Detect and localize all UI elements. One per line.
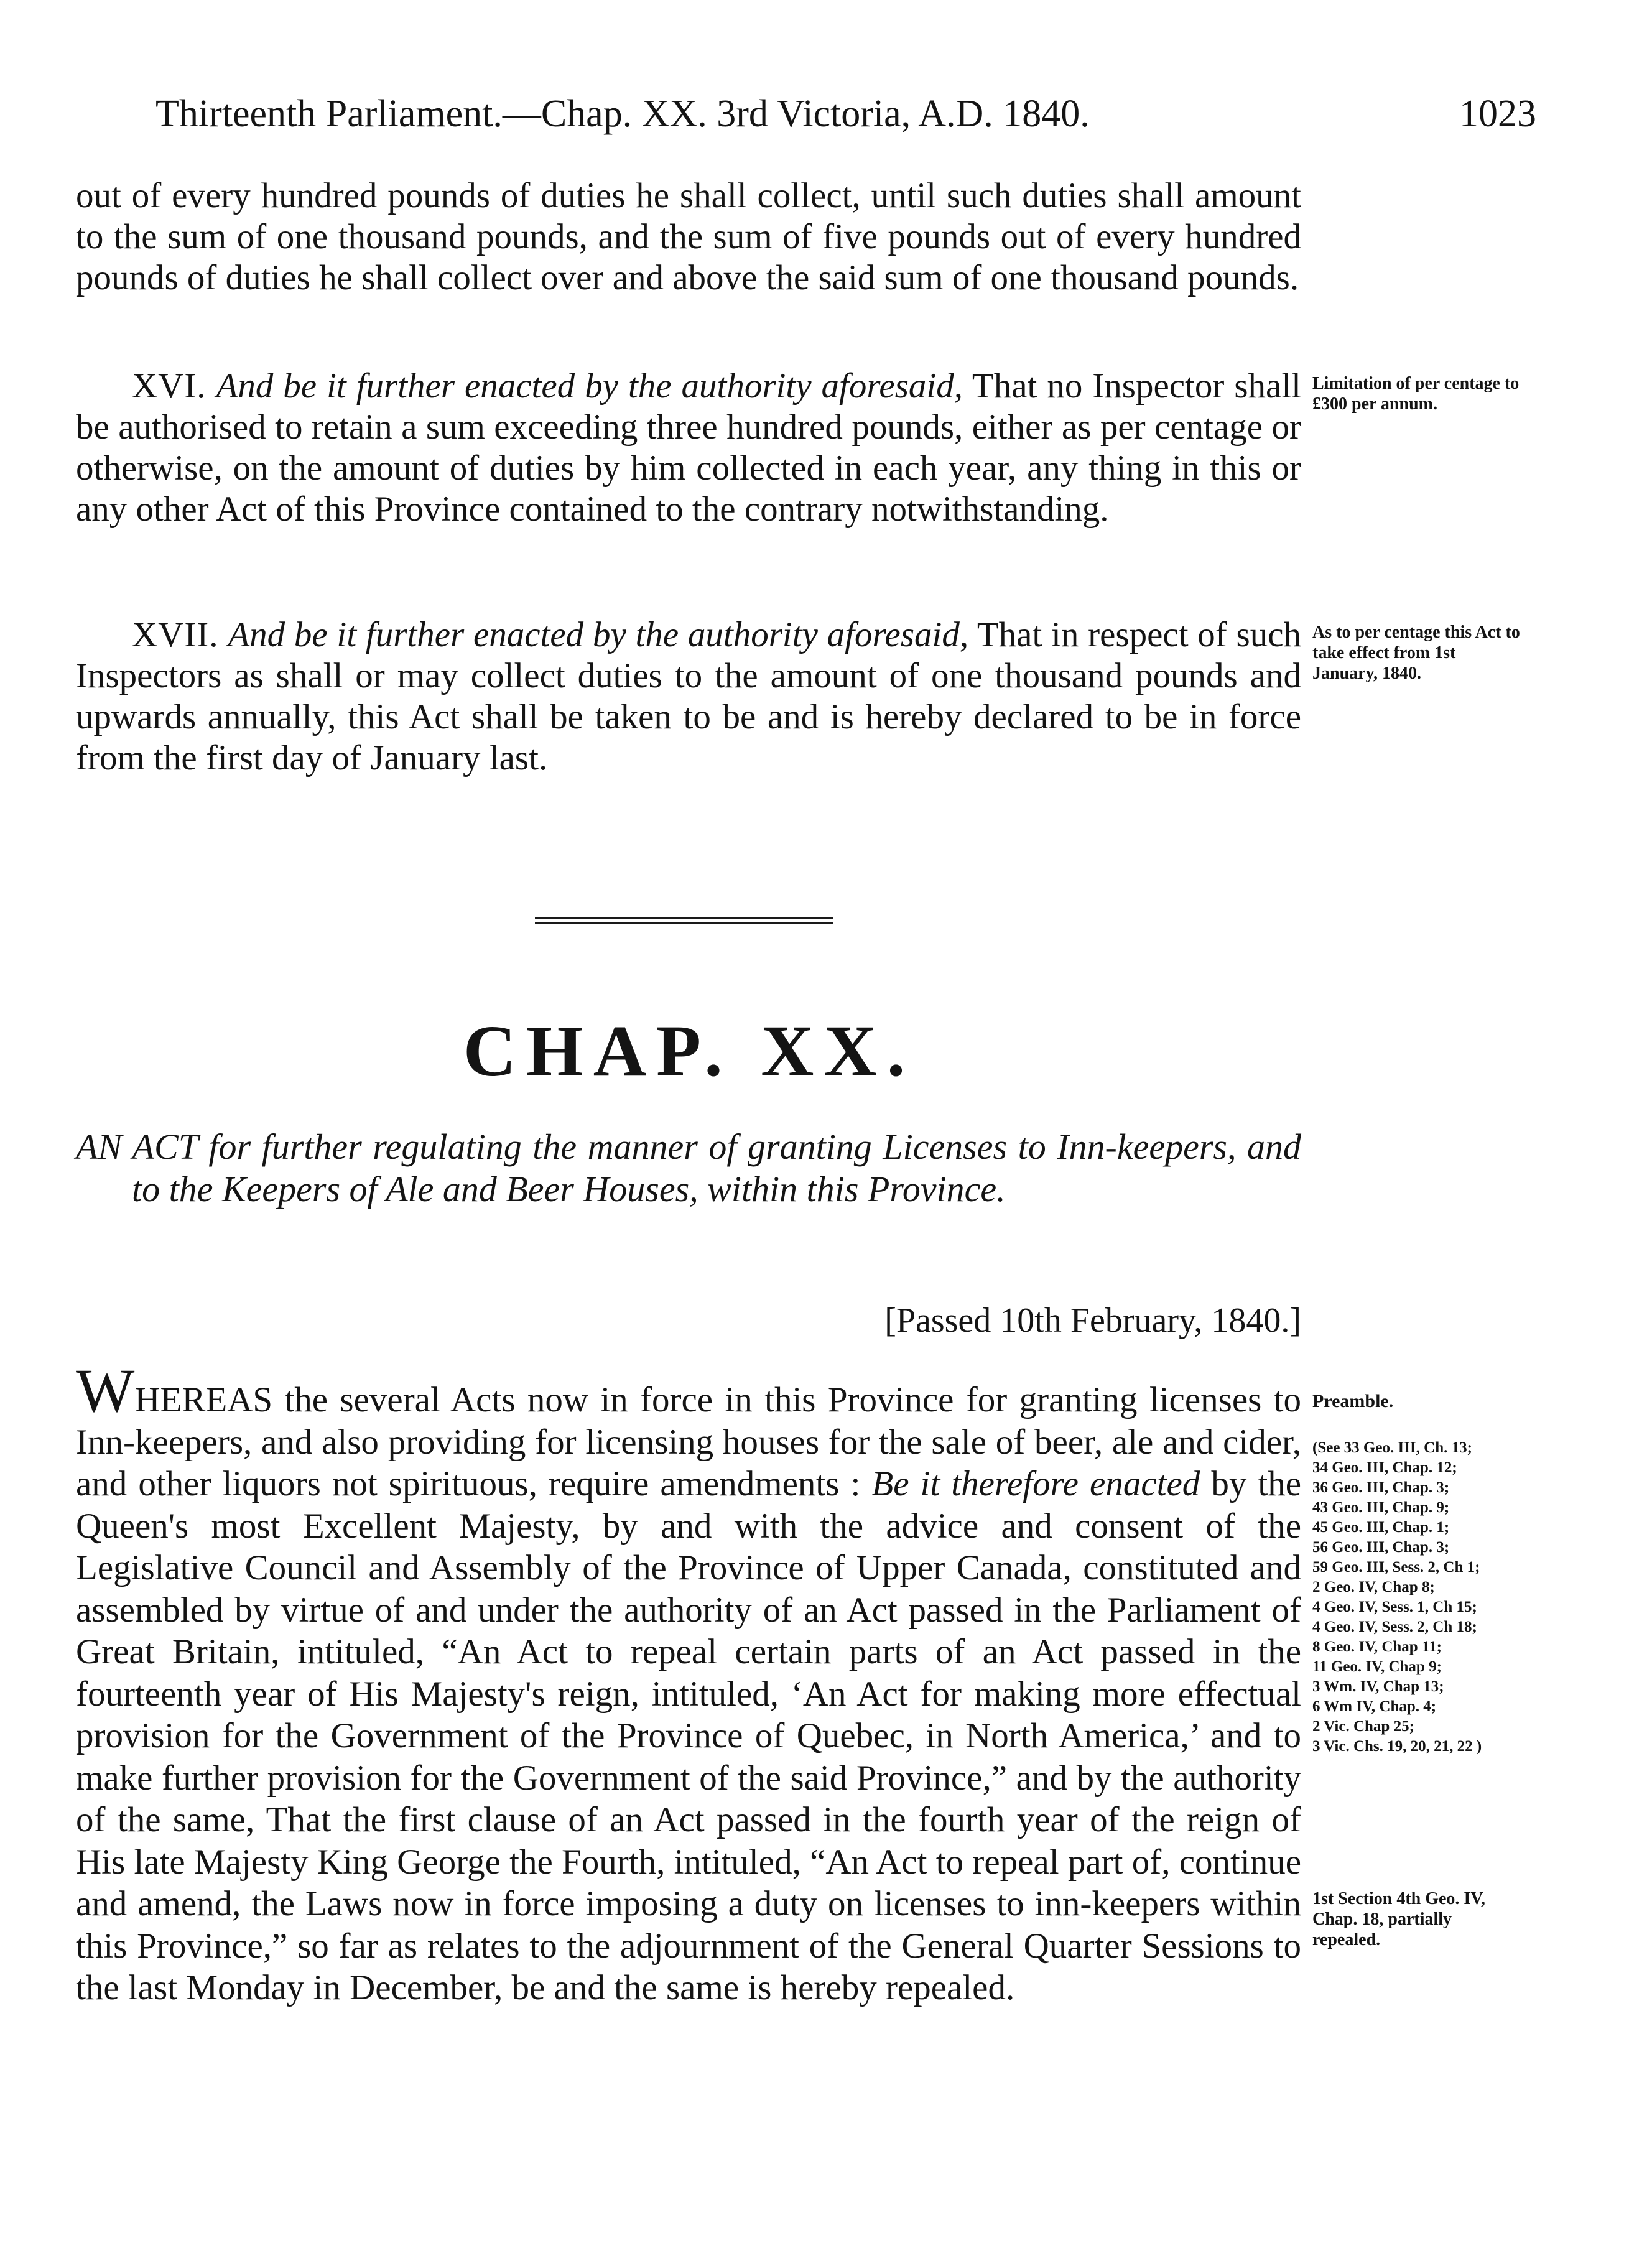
margin-citations xyxy=(1312,1438,1530,1757)
margin-note-xvii: As to per centage this Act to take effect from 1st January, 1840. xyxy=(1312,623,1520,683)
running-header xyxy=(155,86,1536,142)
page-number: 1023 xyxy=(1459,93,1536,135)
drop-cap: W xyxy=(76,1356,135,1425)
margin-note-repeal: 1st Section 4th Geo. IV, Chap. 18, partially repealed. xyxy=(1312,1889,1485,1949)
section-number: XVI. xyxy=(132,366,206,406)
citation: 6 Wm IV, Chap. 4; xyxy=(1312,1698,1437,1715)
enacting-phrase: And be it further enacted by the authority aforesaid, xyxy=(216,366,963,406)
citation: 4 Geo. IV, Sess. 2, Ch 18; xyxy=(1312,1619,1477,1635)
act-title: AN ACT for further regulating the manner of granting Licenses to Inn-keepers, and to the Keepers of Ale and Beer Houses, within this Province. xyxy=(76,1126,1301,1209)
section-text: That in respect of such Inspectors as shall or may collect duties to the amount of one thousand pounds and upwards annually, this Act shall be taken to be and is hereby declared to be in force from the first day of January last. xyxy=(76,615,1302,778)
citation: 11 Geo. IV, Chap 9; xyxy=(1312,1658,1442,1675)
citation: 3 Wm. IV, Chap 13; xyxy=(1312,1678,1444,1695)
citation: 8 Geo. IV, Chap 11; xyxy=(1312,1638,1442,1655)
citation: 45 Geo. III, Chap. 1; xyxy=(1312,1519,1450,1536)
citation: 4 Geo. IV, Sess. 1, Ch 15; xyxy=(1312,1599,1477,1615)
citation: 59 Geo. III, Sess. 2, Ch 1; xyxy=(1312,1559,1480,1576)
continuation-paragraph: out of every hundred pounds of duties he shall collect, until such duties shall amount to the sum of one thousand pounds, and the sum of five pounds out of every hundred pounds of duties he shall collect over and above the said sum of one thousand pounds. xyxy=(76,176,1301,297)
section-separator xyxy=(535,917,833,926)
section-number: XVII. xyxy=(132,615,219,654)
section-xvii xyxy=(76,615,1301,779)
citation: 34 Geo. III, Chap. 12; xyxy=(1312,1459,1457,1476)
passed-date: [Passed 10th February, 1840.] xyxy=(884,1301,1301,1340)
citation: 43 Geo. III, Chap. 9; xyxy=(1312,1499,1450,1516)
preamble-text-2: by the Queen's most Excellent Majesty, by and with the advice and consent of the Legislative Council and Assembly of the Province of Upper Canada, constituted and assembled by virtue of and under the authority of an Act passed in the Parliament of Great Britain, intituled, “An Act to repeal certain parts of an Act passed in the fourteenth year of His Majesty's reign, intituled, ‘An Act for making more effectual provision for the Government of the Province of Quebec, in North America,’ and to make further provision for the Government of the said Province,” and by the authority of the same, That the first clause of an Act passed in the fourth year of the reign of His late Majesty King George the Fourth, intituled, “An Act to repeal part of, continue and amend, the Laws now in force imposing a duty on licenses to inn-keepers within this Province,” so far as relates to the adjournment of the General Quarter Sessions to the last Monday in December, be and the same is hereby repealed. xyxy=(76,1464,1301,2007)
citation: 2 Geo. IV, Chap 8; xyxy=(1312,1579,1435,1595)
enacting-phrase: Be it therefore enacted xyxy=(871,1464,1200,1503)
opening-word: HEREAS xyxy=(134,1380,273,1419)
citation: (See 33 Geo. III, Ch. 13; xyxy=(1312,1439,1472,1456)
margin-note-xvi: Limitation of per centage to £300 per annum. xyxy=(1312,374,1520,414)
citation: 2 Vic. Chap 25; xyxy=(1312,1718,1414,1735)
preamble-text-1: the several Acts now in force in this Province for granting licenses to Inn-keepers, and also providing for licensing houses for the sale of beer, ale and cider, and other liquors not spirituous, require amendments : xyxy=(76,1380,1302,1503)
section-xvi xyxy=(76,366,1301,530)
citation: 36 Geo. III, Chap. 3; xyxy=(1312,1479,1450,1496)
section-text: That no Inspector shall be authorised to retain a sum exceeding three hundred pounds, either as per centage or otherwise, on the amount of duties by him collected in each year, any thing in this or any other Act of this Province contained to the contrary notwithstanding. xyxy=(76,366,1301,529)
citation: 3 Vic. Chs. 19, 20, 21, 22 ) xyxy=(1312,1738,1482,1755)
citation: 56 Geo. III, Chap. 3; xyxy=(1312,1539,1450,1556)
running-title: Thirteenth Parliament.—Chap. XX. 3rd Victoria, A.D. 1840. xyxy=(155,93,1090,135)
margin-label-preamble: Preamble. xyxy=(1312,1391,1394,1411)
chapter-heading: CHAP. XX. xyxy=(463,1010,916,1092)
preamble-paragraph xyxy=(76,1356,1302,2009)
enacting-phrase: And be it further enacted by the authority aforesaid, xyxy=(228,615,969,654)
